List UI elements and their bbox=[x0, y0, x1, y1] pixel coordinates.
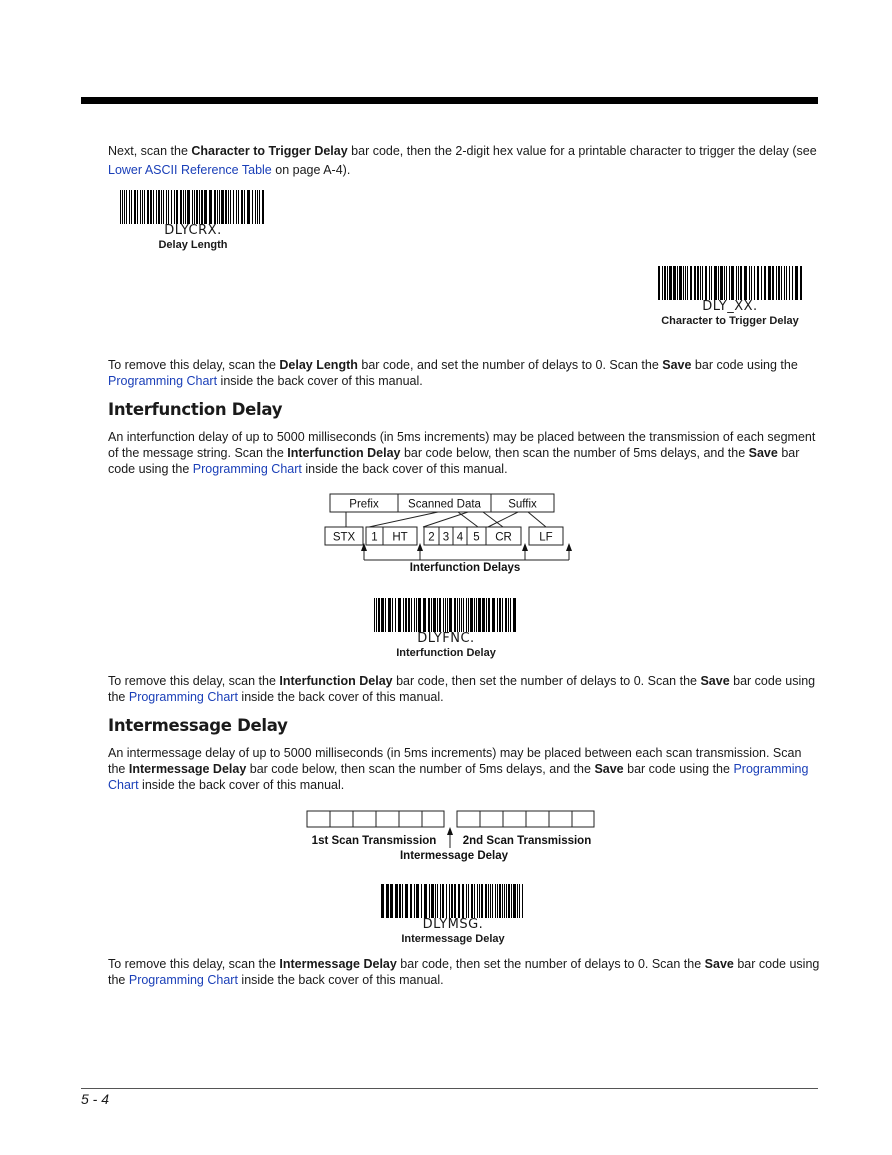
barcode-text: DLYFNC. bbox=[417, 631, 475, 646]
barcode-label: Interfunction Delay bbox=[396, 647, 496, 659]
barcode-bars bbox=[379, 884, 527, 918]
intermessage-diagram bbox=[300, 806, 600, 868]
intermessage-delay-caption: Intermessage Delay bbox=[399, 850, 509, 862]
scanned-data-label: Scanned Data bbox=[408, 498, 481, 511]
intermessage-paragraph: An intermessage delay of up to 5000 milliseconds (in 5ms increments) may be placed between each scan transmission. Scan the Intermessage Delay bar code below, then scan the number of 5ms delays, and the Save bar code using the Programming Chart inside the back cover of this manual. bbox=[108, 746, 809, 792]
remove-delay-length-paragraph: To remove this delay, scan the Delay Length bar code, and set the number of delays to 0. Scan the Save bar code using the Programming Chart inside the back cover of this manual. bbox=[108, 358, 798, 388]
barcode-text: DLY_XX. bbox=[702, 299, 758, 314]
programming-chart-link[interactable]: Programming Chart bbox=[192, 462, 302, 476]
page-number: 5 - 4 bbox=[81, 1091, 110, 1107]
header-rule bbox=[81, 97, 818, 104]
cell-cr: CR bbox=[495, 531, 512, 544]
cell-lf: LF bbox=[539, 531, 553, 544]
cell-1: 1 bbox=[371, 531, 378, 544]
programming-chart-link[interactable]: Programming Chart bbox=[128, 973, 238, 987]
first-scan-label: 1st Scan Transmission bbox=[311, 835, 437, 847]
programming-chart-link[interactable]: Programming Chart bbox=[108, 762, 809, 792]
barcode-bars bbox=[118, 190, 268, 224]
interfunction-barcode bbox=[365, 598, 527, 660]
remove-intermessage-paragraph: To remove this delay, scan the Intermessage Delay bar code, then set the number of delays to 0. Scan the Save bar code using the Programming Chart inside the back cover of this manual. bbox=[108, 957, 820, 987]
barcode-text: DLYMSG. bbox=[422, 917, 484, 932]
interfunction-paragraph: An interfunction delay of up to 5000 milliseconds (in 5ms increments) may be placed between the transmission of each segment of the message string. Scan the Interfunction Delay bar code below, then scan the number of 5ms delays, and the Save bar code using the Programming Chart inside the back cover of this manual. bbox=[108, 430, 816, 476]
barcode-bars bbox=[656, 266, 804, 300]
second-scan-label: 2nd Scan Transmission bbox=[462, 835, 592, 847]
prefix-label: Prefix bbox=[349, 498, 379, 511]
interfunction-delays-caption: Interfunction Delays bbox=[409, 562, 521, 574]
delay-length-barcode bbox=[112, 190, 274, 252]
footer-rule bbox=[81, 1088, 818, 1089]
interfunction-heading: Interfunction Delay bbox=[108, 400, 283, 419]
cell-ht: HT bbox=[392, 531, 408, 544]
intro-paragraph: Next, scan the Character to Trigger Delay bar code, then the 2-digit hex value for a printable character to trigger the delay (see Lower ASCII Reference Table on page A-4). bbox=[108, 144, 817, 177]
barcode-text: DLYCRX. bbox=[164, 223, 222, 238]
programming-chart-link[interactable]: Programming Chart bbox=[128, 690, 238, 704]
cell-2: 2 bbox=[428, 531, 435, 544]
programming-chart-link[interactable]: Programming Chart bbox=[108, 374, 218, 388]
suffix-label: Suffix bbox=[508, 498, 537, 511]
barcode-label: Intermessage Delay bbox=[401, 933, 505, 945]
cell-4: 4 bbox=[456, 531, 464, 544]
intermessage-barcode bbox=[372, 884, 534, 946]
cell-stx: STX bbox=[332, 531, 356, 544]
cell-5: 5 bbox=[473, 531, 480, 544]
barcode-label: Delay Length bbox=[158, 239, 228, 251]
remove-interfunction-paragraph: To remove this delay, scan the Interfunction Delay bar code, then set the number of delays to 0. Scan the Save bar code using the Programming Chart inside the back cover of this manual. bbox=[108, 674, 816, 704]
barcode-bars bbox=[372, 598, 520, 632]
char-trigger-barcode bbox=[652, 266, 808, 328]
intermessage-heading: Intermessage Delay bbox=[108, 716, 288, 735]
cell-3: 3 bbox=[442, 531, 450, 544]
barcode-label: Character to Trigger Delay bbox=[661, 315, 799, 327]
interfunction-diagram bbox=[318, 490, 578, 578]
lower-ascii-link[interactable]: Lower ASCII Reference Table bbox=[108, 163, 272, 177]
